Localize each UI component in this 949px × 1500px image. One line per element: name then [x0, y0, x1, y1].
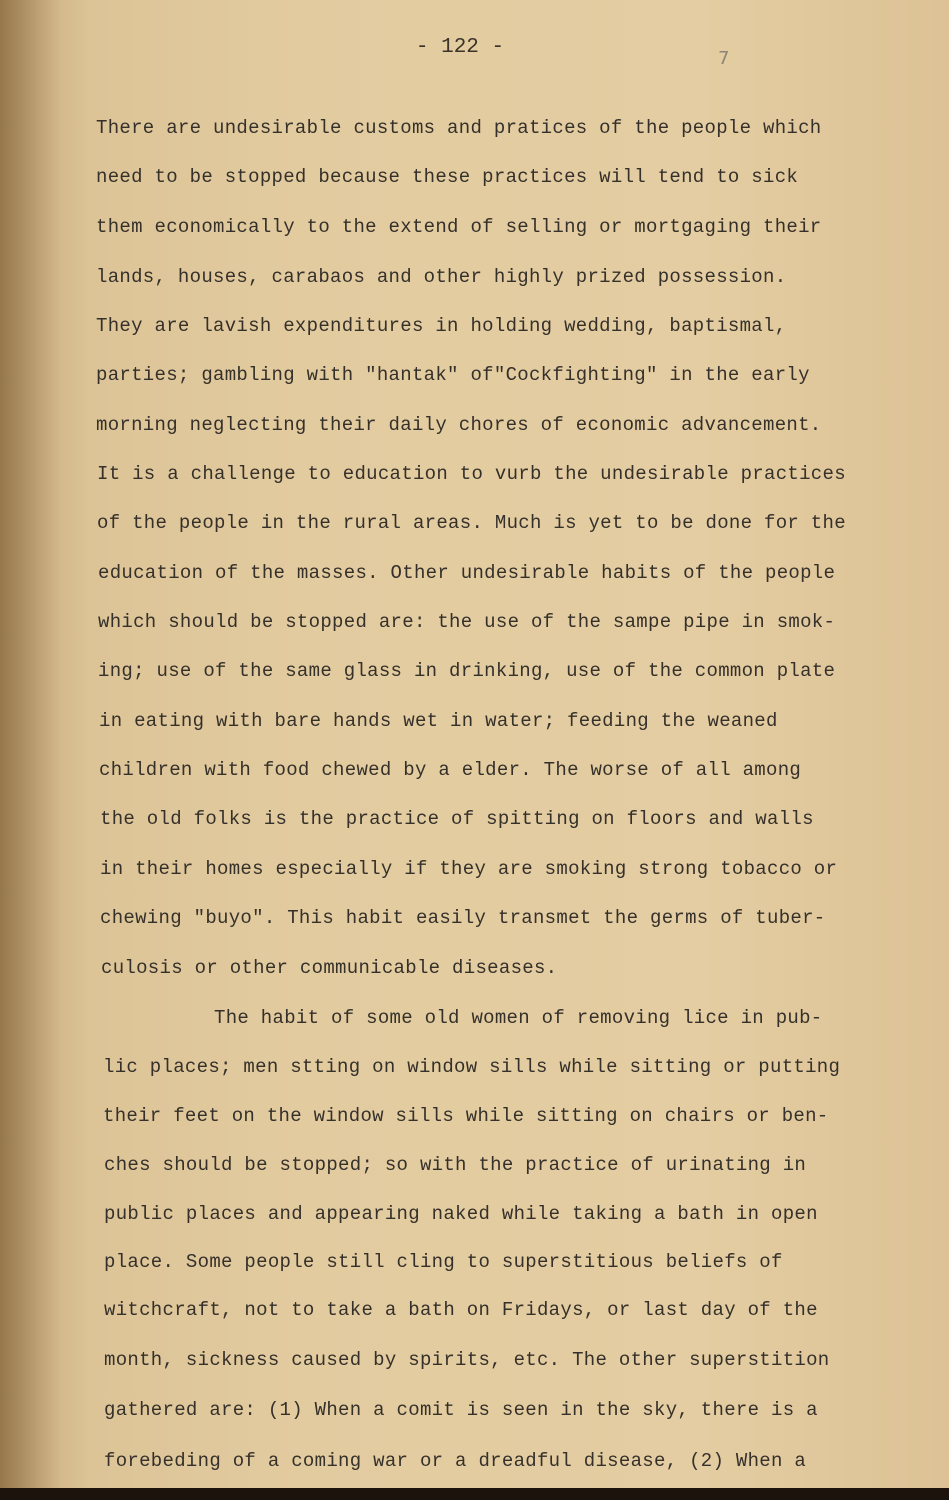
text-line: It is a challenge to education to vurb the undesirable practices: [97, 463, 846, 485]
text-line: parties; gambling with "hantak" of"Cockfighting" in the early: [96, 364, 810, 386]
text-line: They are lavish expenditures in holding wedding, baptismal,: [96, 315, 787, 337]
text-line: in eating with bare hands wet in water; feeding the weaned: [99, 710, 778, 732]
text-line: lands, houses, carabaos and other highly prized possession.: [96, 266, 787, 288]
text-line: month, sickness caused by spirits, etc. The other superstition: [104, 1349, 830, 1371]
page-number: - 122 -: [415, 36, 505, 59]
text-line: which should be stopped are: the use of the sampe pipe in smok-: [98, 611, 836, 633]
text-line: culosis or other communicable diseases.: [101, 957, 558, 979]
text-line: education of the masses. Other undesirable habits of the people: [98, 562, 836, 584]
text-line: The habit of some old women of removing lice in pub-: [214, 1007, 823, 1029]
text-line: of the people in the rural areas. Much is yet to be done for the: [97, 512, 846, 534]
text-line: in their homes especially if they are smoking strong tobacco or: [100, 858, 838, 880]
corner-mark: 7: [718, 48, 730, 69]
text-line: children with food chewed by a elder. The worse of all among: [99, 759, 802, 781]
text-line: need to be stopped because these practices will tend to sick: [96, 166, 799, 188]
text-line: public places and appearing naked while taking a bath in open: [104, 1203, 818, 1225]
text-line: ches should be stopped; so with the practice of urinating in: [104, 1154, 807, 1176]
text-line: ing; use of the same glass in drinking, use of the common plate: [98, 660, 836, 682]
text-line: gathered are: (1) When a comit is seen in the sky, there is a: [104, 1399, 818, 1421]
text-line: chewing "buyo". This habit easily transmet the germs of tuber-: [100, 907, 826, 929]
text-line: witchcraft, not to take a bath on Fridays, or last day of the: [104, 1299, 818, 1321]
text-line: their feet on the window sills while sitting on chairs or ben-: [103, 1105, 829, 1127]
text-line: place. Some people still cling to superstitious beliefs of: [104, 1251, 783, 1273]
text-line: them economically to the extend of selling or mortgaging their: [96, 216, 822, 238]
text-line: forebeding of a coming war or a dreadful disease, (2) When a: [104, 1450, 807, 1472]
text-line: lic places; men stting on window sills while sitting or putting: [103, 1056, 841, 1078]
text-line: morning neglecting their daily chores of economic advancement.: [96, 414, 822, 436]
page-bottom-edge: [0, 1488, 949, 1500]
text-line: the old folks is the practice of spitting on floors and walls: [100, 808, 814, 830]
text-line: There are undesirable customs and pratices of the people which: [96, 117, 822, 139]
